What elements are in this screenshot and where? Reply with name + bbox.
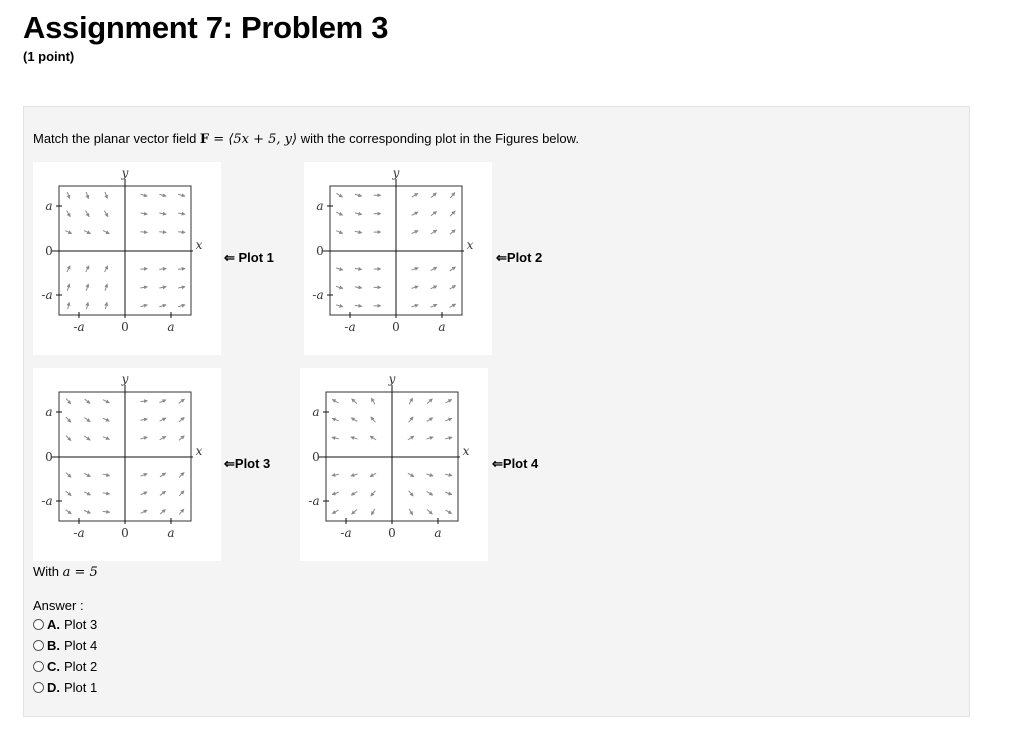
field-arrow (159, 213, 166, 214)
plot-2-label: ⇐Plot 2 (496, 250, 543, 265)
field-arrow (84, 473, 90, 476)
y-tick-label-neg-a: -a (41, 494, 53, 508)
option-letter: A. (47, 617, 60, 632)
parameter-statement (33, 564, 98, 580)
field-arrow (66, 473, 71, 478)
field-arrow (103, 400, 109, 403)
y-tick-label-zero: 0 (45, 450, 53, 464)
field-arrow (159, 269, 166, 270)
field-arrow (178, 213, 185, 214)
field-arrow (179, 417, 184, 421)
x-tick-label-a: a (167, 320, 175, 334)
field-arrow (85, 399, 90, 403)
x-tick-label-neg-a: -a (340, 526, 352, 540)
field-arrow (409, 398, 412, 404)
page-title: Assignment 7: Problem 3 (23, 10, 389, 45)
field-arrow (87, 302, 89, 309)
parameter-prefix: With (33, 564, 63, 579)
field-arrow (103, 418, 109, 421)
field-arrow (160, 510, 165, 514)
y-tick-label-neg-a: -a (308, 494, 320, 508)
field-arrow (67, 284, 69, 291)
field-arrow (332, 510, 338, 514)
plot-3-vector-field (33, 368, 221, 561)
option-letter: D. (47, 680, 60, 695)
field-arrow (160, 418, 166, 421)
y-tick-label-neg-a: -a (41, 288, 53, 302)
field-arrow (160, 491, 166, 495)
parameter-value: a = 5 (62, 565, 98, 580)
field-arrow (431, 212, 437, 216)
field-arrow (351, 474, 358, 476)
field-arrow (178, 287, 185, 288)
field-arrow (332, 492, 339, 495)
x-tick-label-zero: 0 (388, 526, 396, 540)
figure-plot-1 (33, 162, 221, 355)
radio-icon[interactable] (33, 640, 44, 651)
field-arrow (68, 302, 70, 309)
field-arrow (103, 231, 109, 234)
field-arrow (427, 509, 432, 514)
field-arrow (103, 474, 110, 476)
field-symbol: F (199, 132, 210, 147)
field-arrow (105, 192, 107, 199)
field-arrow (450, 267, 456, 271)
field-arrow (179, 436, 184, 441)
option-text: Plot 4 (64, 638, 98, 653)
field-arrow (412, 268, 419, 270)
field-arrow (371, 417, 376, 422)
field-arrow (86, 284, 88, 291)
radio-icon[interactable] (33, 619, 44, 630)
x-tick-label-zero: 0 (121, 526, 129, 540)
field-arrow (336, 193, 342, 197)
field-arrow (409, 491, 414, 496)
field-arrow (140, 401, 147, 402)
field-arrow (412, 212, 418, 215)
field-arrow (140, 232, 147, 233)
option-letter: B. (47, 638, 60, 653)
field-arrow (371, 398, 374, 404)
field-arrow (140, 419, 147, 420)
field-arrow (159, 305, 166, 307)
x-tick-label-a: a (438, 320, 446, 334)
field-arrow (105, 302, 107, 309)
field-arrow (86, 266, 89, 272)
field-arrow (105, 284, 107, 291)
field-arrow (371, 509, 374, 515)
field-arrow (103, 437, 110, 439)
field-arrow (355, 213, 362, 215)
field-arrow (370, 473, 376, 476)
field-arrow (426, 437, 433, 439)
field-arrow (332, 418, 339, 421)
field-arrow (160, 400, 166, 403)
field-arrow (371, 491, 376, 496)
field-arrow (430, 304, 436, 307)
x-tick-label-neg-a: -a (73, 526, 85, 540)
field-arrow (351, 418, 357, 422)
field-arrow (445, 474, 452, 475)
field-arrow (65, 231, 71, 234)
field-arrow (66, 399, 71, 404)
field-arrow (431, 193, 436, 198)
y-axis-label: y (392, 166, 400, 180)
option-text: Plot 1 (64, 680, 98, 695)
field-arrow (427, 492, 433, 496)
field-arrow (431, 230, 437, 234)
field-arrow (450, 230, 455, 235)
points-label: (1 point) (23, 49, 75, 64)
field-arrow (408, 473, 414, 476)
field-arrow (355, 287, 362, 288)
answer-option-d[interactable] (33, 680, 97, 695)
answer-option-b[interactable] (33, 638, 97, 653)
field-arrow (352, 399, 357, 404)
field-arrow (159, 232, 166, 233)
field-arrow (179, 472, 184, 477)
option-text: Plot 2 (64, 659, 98, 674)
field-arrow (179, 399, 185, 403)
field-arrow (86, 192, 88, 199)
field-arrow (412, 193, 418, 197)
radio-icon[interactable] (33, 682, 44, 693)
answer-option-a[interactable] (33, 617, 97, 632)
field-arrow (104, 211, 108, 217)
field-arrow (409, 417, 414, 422)
field-arrow (332, 399, 338, 403)
field-arrow (178, 305, 185, 307)
field-arrow (178, 232, 185, 233)
field-arrow (445, 437, 452, 438)
field-arrow (67, 211, 71, 217)
y-tick-label-zero: 0 (45, 244, 53, 258)
field-arrow (351, 437, 358, 439)
field-arrow (332, 474, 339, 475)
y-tick-label-zero: 0 (316, 244, 324, 258)
answer-option-c[interactable] (33, 659, 97, 674)
y-axis-label: y (121, 372, 129, 386)
field-arrow (409, 509, 412, 515)
field-arrow (351, 492, 357, 496)
problem-panel (23, 106, 970, 717)
field-arrow (445, 418, 452, 421)
field-arrow (336, 286, 343, 288)
field-arrow (103, 511, 110, 512)
y-tick-label-a: a (312, 405, 320, 419)
x-axis-label: x (462, 444, 470, 458)
x-axis-label: x (466, 238, 474, 252)
field-arrow (67, 192, 69, 199)
option-letter: C. (47, 659, 60, 674)
x-axis-label: x (195, 444, 203, 458)
field-arrow (427, 399, 432, 404)
field-arrow (450, 211, 455, 216)
field-formula: = ⟨5x + 5, y⟩ (209, 132, 298, 147)
field-arrow (355, 268, 362, 269)
y-axis-label: y (121, 166, 129, 180)
question-prompt (33, 131, 579, 147)
field-arrow (408, 436, 414, 440)
field-arrow (84, 492, 90, 495)
field-arrow (103, 493, 110, 494)
figure-plot-2 (304, 162, 492, 355)
x-tick-label-a: a (167, 526, 175, 540)
x-tick-label-neg-a: -a (73, 320, 85, 334)
field-arrow (450, 193, 454, 198)
field-arrow (86, 211, 90, 217)
field-arrow (179, 509, 184, 514)
answer-label: Answer : (33, 598, 84, 613)
y-tick-label-a: a (45, 199, 53, 213)
field-arrow (159, 194, 166, 196)
field-arrow (336, 212, 342, 215)
field-arrow (140, 269, 147, 270)
field-arrow (411, 305, 418, 307)
field-arrow (336, 268, 343, 270)
y-tick-label-a: a (316, 199, 324, 213)
plot-2-vector-field (304, 162, 492, 355)
plot-1-vector-field (33, 162, 221, 355)
field-arrow (84, 231, 90, 234)
figure-plot-3 (33, 368, 221, 561)
field-arrow (336, 231, 342, 234)
field-arrow (178, 269, 185, 270)
field-arrow (160, 473, 166, 477)
field-arrow (412, 231, 418, 234)
field-arrow (352, 509, 357, 514)
field-arrow (66, 417, 71, 422)
field-arrow (160, 436, 166, 439)
field-arrow (140, 305, 147, 307)
field-arrow (431, 286, 437, 289)
field-arrow (66, 491, 71, 495)
plot-3-label: ⇐Plot 3 (224, 456, 271, 471)
field-arrow (426, 474, 433, 476)
field-arrow (427, 418, 433, 422)
field-arrow (336, 305, 343, 307)
plot-4-vector-field (300, 368, 488, 561)
field-arrow (332, 437, 339, 438)
field-arrow (412, 286, 419, 288)
field-arrow (450, 286, 456, 290)
field-arrow (140, 287, 147, 288)
field-arrow (84, 418, 90, 422)
field-arrow (141, 474, 148, 476)
x-tick-label-zero: 0 (392, 320, 400, 334)
field-arrow (66, 436, 71, 441)
field-arrow (355, 305, 362, 306)
y-axis-label: y (388, 372, 396, 386)
field-arrow (105, 266, 108, 272)
field-arrow (141, 510, 147, 513)
field-arrow (140, 213, 147, 214)
field-arrow (355, 194, 362, 196)
field-arrow (179, 491, 184, 496)
field-arrow (84, 510, 90, 513)
field-arrow (446, 399, 452, 403)
x-tick-label-a: a (434, 526, 442, 540)
x-tick-label-zero: 0 (121, 320, 129, 334)
option-text: Plot 3 (64, 617, 98, 632)
y-tick-label-a: a (45, 405, 53, 419)
field-arrow (446, 510, 452, 514)
field-arrow (159, 287, 166, 288)
y-tick-label-zero: 0 (312, 450, 320, 464)
radio-icon[interactable] (33, 661, 44, 672)
field-arrow (450, 304, 456, 307)
field-arrow (141, 492, 147, 495)
field-arrow (140, 194, 147, 196)
field-arrow (370, 436, 376, 440)
y-tick-label-neg-a: -a (312, 288, 324, 302)
field-arrow (445, 492, 452, 495)
plot-4-label: ⇐Plot 4 (492, 456, 539, 471)
plot-1-label: ⇐ Plot 1 (224, 250, 274, 265)
field-arrow (140, 437, 147, 439)
field-arrow (66, 510, 72, 514)
prompt-text-before: Match the planar vector field (33, 131, 200, 146)
field-arrow (431, 267, 437, 270)
field-arrow (84, 436, 90, 440)
field-arrow (67, 266, 70, 272)
field-arrow (355, 231, 362, 232)
x-tick-label-neg-a: -a (344, 320, 356, 334)
figure-plot-4 (300, 368, 488, 561)
field-arrow (178, 194, 185, 196)
x-axis-label: x (195, 238, 203, 252)
prompt-text-after: with the corresponding plot in the Figures below. (297, 131, 579, 146)
